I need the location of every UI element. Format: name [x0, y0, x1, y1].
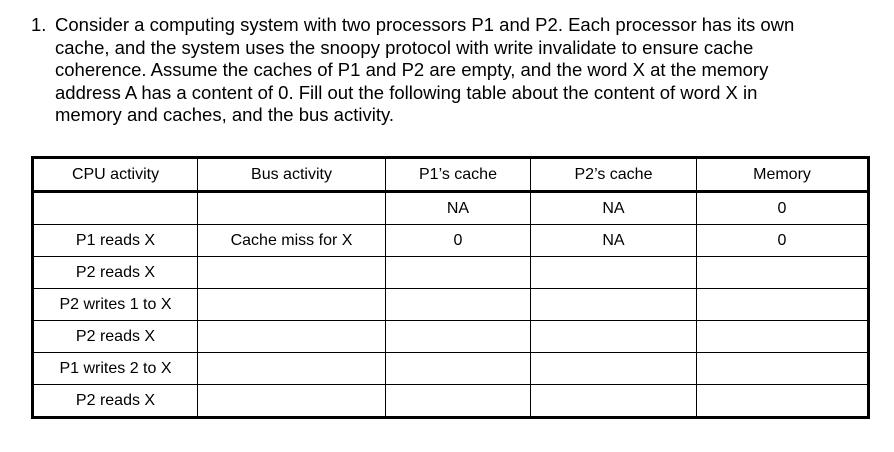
cell-bus-activity	[198, 192, 386, 225]
cell-p1-cache	[386, 257, 531, 289]
question-line: coherence. Assume the caches of P1 and P2 are empty, and the word X at the memory	[55, 59, 769, 80]
cell-p2-cache: NA	[531, 225, 697, 257]
cell-memory	[697, 257, 869, 289]
question-line: cache, and the system uses the snoopy protocol with write invalidate to ensure cache	[55, 36, 754, 58]
question-line: memory and caches, and the bus activity.	[55, 104, 394, 125]
cell-p2-cache	[531, 353, 697, 385]
cell-p2-cache: NA	[531, 192, 697, 225]
cell-cpu-activity: P2 reads X	[33, 257, 198, 289]
cell-p1-cache	[386, 385, 531, 418]
cell-cpu-activity: P1 reads X	[33, 225, 198, 257]
table-row	[33, 257, 869, 289]
table-header-row	[33, 158, 869, 192]
coherence-table	[31, 156, 870, 419]
cell-p1-cache: 0	[386, 225, 531, 257]
cell-bus-activity	[198, 353, 386, 385]
cell-bus-activity	[198, 289, 386, 321]
cell-p2-cache	[531, 385, 697, 418]
cell-cpu-activity: P2 writes 1 to X	[33, 289, 198, 321]
cell-p1-cache	[386, 321, 531, 353]
question-number: 1.	[31, 14, 47, 35]
table-row	[33, 353, 869, 385]
cell-bus-activity	[198, 385, 386, 418]
cell-bus-activity	[198, 257, 386, 289]
cell-p1-cache	[386, 289, 531, 321]
cell-cpu-activity: P2 reads X	[33, 321, 198, 353]
cell-memory	[697, 353, 869, 385]
cell-memory	[697, 385, 869, 418]
table-row	[33, 385, 869, 418]
cell-bus-activity	[198, 321, 386, 353]
header-bus-activity: Bus activity	[198, 158, 386, 192]
question-line: address A has a content of 0. Fill out the following table about the content of word X in	[55, 81, 758, 103]
table-row	[33, 321, 869, 353]
cell-p2-cache	[531, 321, 697, 353]
cell-cpu-activity: P1 writes 2 to X	[33, 353, 198, 385]
header-memory: Memory	[697, 158, 869, 192]
cell-p2-cache	[531, 289, 697, 321]
header-p1-cache: P1’s cache	[386, 158, 531, 192]
cell-memory: 0	[697, 225, 869, 257]
cell-cpu-activity: P2 reads X	[33, 385, 198, 418]
header-p2-cache: P2’s cache	[531, 158, 697, 192]
question-text	[31, 14, 881, 127]
cell-p1-cache: NA	[386, 192, 531, 225]
cell-memory	[697, 289, 869, 321]
cell-p1-cache	[386, 353, 531, 385]
table-row	[33, 192, 869, 225]
cell-p2-cache	[531, 257, 697, 289]
cell-bus-activity: Cache miss for X	[198, 225, 386, 257]
cell-cpu-activity	[33, 192, 198, 225]
question-line: Consider a computing system with two processors P1 and P2. Each processor has its own	[55, 14, 795, 35]
cell-memory	[697, 321, 869, 353]
cell-memory: 0	[697, 192, 869, 225]
table-row	[33, 289, 869, 321]
table-row	[33, 225, 869, 257]
header-cpu-activity: CPU activity	[33, 158, 198, 192]
